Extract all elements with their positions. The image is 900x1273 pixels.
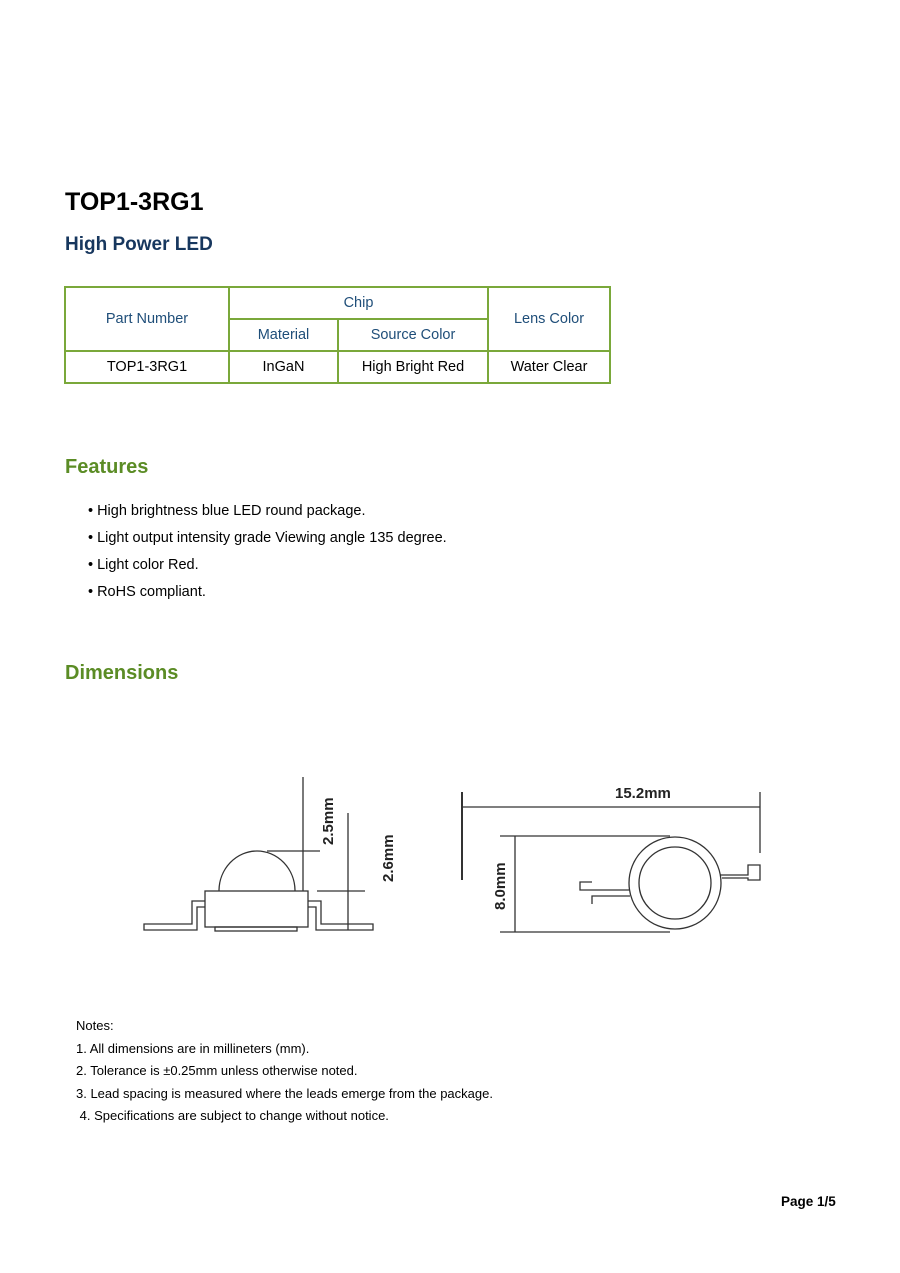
top-view	[462, 785, 760, 932]
page-subtitle: High Power LED	[65, 234, 213, 255]
header-material: Material	[229, 319, 338, 351]
note-item: 2. Tolerance is ±0.25mm unless otherwise noted.	[76, 1063, 358, 1078]
dimension-drawing	[130, 770, 780, 940]
features-heading: Features	[65, 456, 149, 478]
header-chip: Chip	[229, 287, 488, 319]
features-list	[88, 500, 447, 608]
dome-height-label: 2.5mm	[320, 797, 337, 845]
cell-material: InGaN	[229, 351, 338, 383]
notes-heading: Notes:	[76, 1018, 114, 1033]
cell-lens-color: Water Clear	[488, 351, 610, 383]
diameter-label: 8.0mm	[492, 862, 509, 910]
body-height-label: 2.6mm	[380, 834, 397, 882]
list-item: • RoHS compliant.	[88, 581, 447, 608]
part-table	[64, 286, 611, 384]
cell-part-number: TOP1-3RG1	[65, 351, 229, 383]
note-item: 1. All dimensions are in millineters (mm).	[76, 1040, 310, 1056]
notes	[76, 1015, 493, 1128]
page-title: TOP1-3RG1	[65, 188, 204, 216]
note-item: 4. Specifications are subject to change without notice.	[76, 1108, 389, 1123]
list-item: • Light color Red.	[88, 554, 447, 581]
note-item: 3. Lead spacing is measured where the leads emerge from the package.	[76, 1085, 493, 1101]
page-number: Page 1/5	[781, 1194, 836, 1209]
header-source-color: Source Color	[338, 319, 488, 351]
header-lens-color: Lens Color	[488, 287, 610, 351]
width-label: 15.2mm	[615, 785, 671, 802]
dimensions-heading: Dimensions	[65, 662, 179, 684]
list-item: • High brightness blue LED round package.	[88, 500, 447, 527]
side-view	[144, 777, 397, 931]
header-part-number: Part Number	[65, 287, 229, 351]
cell-source-color: High Bright Red	[338, 351, 488, 383]
table-row	[65, 351, 610, 383]
list-item: • Light output intensity grade Viewing angle 135 degree.	[88, 527, 447, 554]
